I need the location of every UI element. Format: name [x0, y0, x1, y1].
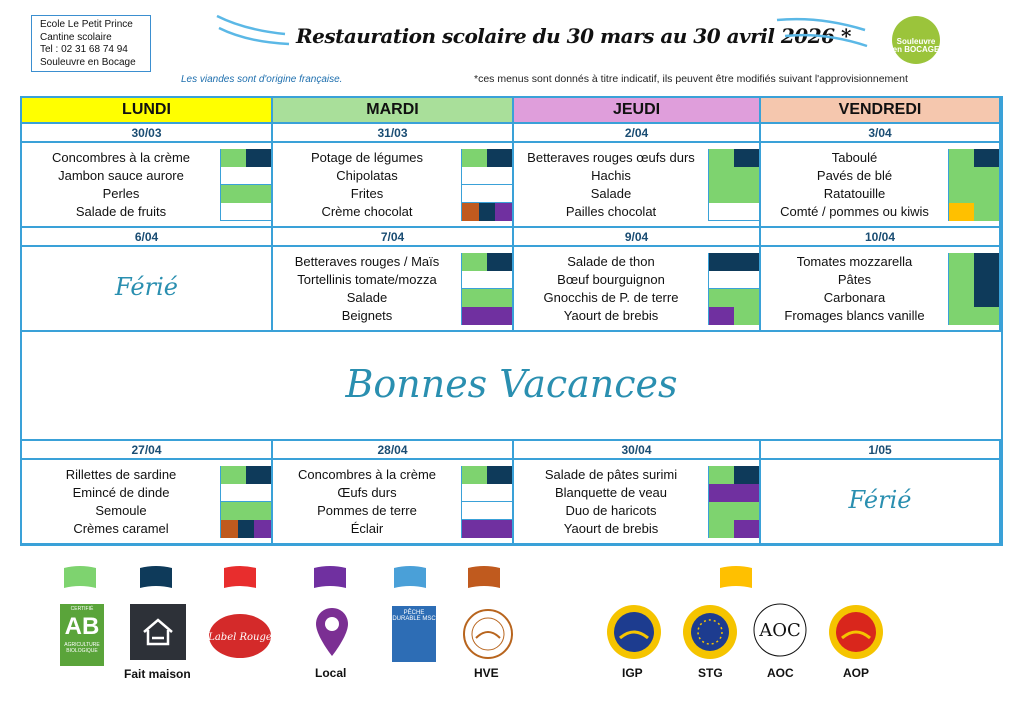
label-badges: [708, 203, 759, 221]
menu-item: Crème chocolat: [321, 204, 413, 219]
date-cell: 10/04: [761, 228, 1001, 247]
badge-local: [495, 203, 512, 221]
label-badges: [708, 502, 759, 520]
msc-logo-icon: PÊCHE DURABLE MSC: [392, 606, 436, 662]
menu-item: Pailles chocolat: [565, 204, 657, 219]
menu-item: Pâtes: [837, 272, 872, 287]
label-badges: [461, 502, 512, 520]
badge-bio: [709, 289, 759, 307]
label-badges: [708, 484, 759, 502]
menu-item: Salade de fruits: [75, 204, 167, 219]
fait-maison-icon: [130, 604, 186, 660]
menu-cell: [514, 143, 761, 228]
menu-cell: [22, 247, 273, 332]
menu-item: Tomates mozzarella: [796, 254, 913, 269]
badge-maison: [479, 203, 496, 221]
legend-label-aop: AOP: [843, 666, 870, 680]
date-cell: 27/04: [22, 441, 273, 460]
school-service: Cantine scolaire: [40, 31, 112, 43]
legend-flag-quality-signs: [718, 566, 754, 590]
date-cell: 1/05: [761, 441, 1001, 460]
badge-local: [709, 484, 759, 502]
menu-item: Tortellinis tomate/mozza: [297, 272, 437, 287]
badge-maison: [238, 520, 255, 538]
menu-item: Œufs durs: [337, 485, 397, 500]
label-badges: [461, 466, 512, 484]
badge-maison: [487, 253, 512, 271]
menu-item: Yaourt de brebis: [563, 308, 659, 323]
date-cell: 9/04: [514, 228, 761, 247]
label-badges: [461, 185, 512, 203]
badge-maison: [246, 466, 271, 484]
badge-maison: [487, 149, 512, 167]
menu-item: Ratatouille: [823, 186, 886, 201]
menu-item: Emincé de dinde: [72, 485, 170, 500]
menu-item: Chipolatas: [336, 168, 398, 183]
label-rouge-icon: [208, 612, 272, 660]
menu-item: Fromages blancs vanille: [784, 308, 925, 323]
menu-item: Betteraves rouges œufs durs: [527, 150, 695, 165]
badge-bio: [709, 466, 734, 484]
menu-cell: [273, 460, 514, 545]
page-title: Restauration scolaire du 30 mars au 30 avril 2026 *: [296, 24, 851, 48]
date-cell: 30/04: [514, 441, 761, 460]
stg-logo-icon: [682, 604, 738, 660]
label-rouge-text: Label Rouge: [208, 632, 272, 643]
label-badges: [948, 167, 999, 185]
legend-flag-local: [312, 566, 348, 590]
menu-cell: [761, 143, 1001, 228]
label-badges: [461, 253, 512, 271]
day-header-mardi: MARDI: [273, 98, 514, 124]
label-badges: [708, 167, 759, 185]
label-badges: [220, 185, 271, 203]
badge-bio: [974, 203, 999, 221]
badge-bio: [462, 149, 487, 167]
menu-item: Taboulé: [831, 150, 878, 165]
decorative-swoosh-left: [215, 12, 295, 52]
label-badges: [461, 203, 512, 221]
label-badges: [948, 271, 999, 289]
legend-label-igp: IGP: [622, 666, 643, 680]
label-badges: [461, 289, 512, 307]
badge-maison: [487, 466, 512, 484]
badge-bio: [462, 253, 487, 271]
label-badges: [220, 203, 271, 221]
label-badges: [461, 484, 512, 502]
menu-cell: [273, 247, 514, 332]
date-cell: 3/04: [761, 124, 1001, 143]
badge-bio: [709, 502, 759, 520]
badge-hve: [462, 203, 479, 221]
menu-item: Blanquette de veau: [554, 485, 668, 500]
day-header-vendredi: VENDREDI: [761, 98, 1001, 124]
badge-maison: [974, 149, 999, 167]
menu-item: Pavés de blé: [816, 168, 893, 183]
menu-cell: [22, 460, 273, 545]
menu-cell: [22, 143, 273, 228]
meat-origin-note: Les viandes sont d'origine française.: [181, 74, 343, 85]
label-badges: [461, 167, 512, 185]
label-badges: [948, 289, 999, 307]
ab-logo-bottom: AGRICULTURE BIOLOGIQUE: [64, 642, 100, 654]
badge-bio: [221, 466, 246, 484]
badge-maison: [974, 271, 999, 289]
badge-hve: [221, 520, 238, 538]
date-cell: 6/04: [22, 228, 273, 247]
badge-bio: [462, 466, 487, 484]
label-badges: [708, 253, 759, 271]
ab-logo-icon: [60, 604, 104, 666]
school-name: Ecole Le Petit Prince: [40, 19, 133, 30]
menu-item: Salade: [346, 290, 388, 305]
menu-cell: [273, 143, 514, 228]
hve-logo-icon: [462, 608, 514, 660]
label-badges: [948, 307, 999, 325]
label-badges: [948, 203, 999, 221]
date-cell: 30/03: [22, 124, 273, 143]
badge-bio: [949, 289, 974, 307]
menu-item: Gnocchis de P. de terre: [543, 290, 679, 305]
badge-maison: [734, 466, 759, 484]
igp-logo-icon: [606, 604, 662, 660]
label-badges: [948, 253, 999, 271]
decorative-swoosh-right: [775, 14, 870, 54]
label-badges: [461, 520, 512, 538]
badge-bio: [949, 307, 999, 325]
badge-bio: [221, 149, 246, 167]
badge-maison: [974, 289, 999, 307]
badge-local: [462, 520, 512, 538]
legend-label-hve: HVE: [474, 666, 499, 680]
menu-item: Perles: [102, 186, 140, 201]
legend-label-local: Local: [315, 666, 347, 680]
badge-local: [254, 520, 271, 538]
badge-igp: [949, 203, 974, 221]
menu-cell: [514, 247, 761, 332]
legend-flag-fait-maison: [138, 566, 174, 590]
menu-item: Salade: [590, 186, 632, 201]
badge-bio: [709, 149, 734, 167]
label-badges: [708, 466, 759, 484]
date-cell: 31/03: [273, 124, 514, 143]
label-badges: [948, 185, 999, 203]
legend-flag-hve: [466, 566, 502, 590]
menu-item: Concombres à la crème: [298, 467, 436, 482]
label-badges: [708, 271, 759, 289]
date-cell: 28/04: [273, 441, 514, 460]
menu-item: Pommes de terre: [317, 503, 417, 518]
legend-label-fait-maison: Fait maison: [124, 667, 191, 681]
date-cell: 2/04: [514, 124, 761, 143]
legend-flag-label-rouge: [222, 566, 258, 590]
label-badges: [708, 149, 759, 167]
day-header-lundi: LUNDI: [22, 98, 273, 124]
badge-bio: [709, 167, 759, 185]
menu-cell: [761, 247, 1001, 332]
menu-cell: [761, 460, 1001, 545]
legend-label-stg: STG: [698, 666, 723, 680]
menu-item: Frites: [350, 186, 384, 201]
menu-item: Éclair: [350, 521, 384, 536]
badge-bio: [221, 185, 271, 203]
badge-local: [462, 307, 512, 325]
label-badges: [220, 167, 271, 185]
badge-maison: [709, 253, 759, 271]
aoc-logo-icon: [752, 602, 808, 660]
date-cell: 7/04: [273, 228, 514, 247]
label-badges: [461, 307, 512, 325]
ferie-label: Férié: [115, 273, 178, 301]
badge-bio: [949, 167, 999, 185]
badge-bio: [949, 149, 974, 167]
label-badges: [708, 185, 759, 203]
menu-item: Crèmes caramel: [73, 521, 169, 536]
label-badges: [461, 271, 512, 289]
badge-bio: [462, 289, 512, 307]
badge-local: [734, 520, 759, 538]
label-badges: [461, 149, 512, 167]
legend-label-aoc: AOC: [767, 666, 794, 680]
menu-item: Hachis: [591, 168, 631, 183]
souleuvre-logo: Souleuvre en BOCAGE: [892, 16, 940, 64]
legend-flag-bio: [62, 566, 98, 590]
menu-item: Rillettes de sardine: [65, 467, 177, 482]
badge-maison: [734, 149, 759, 167]
menu-item: Jambon sauce aurore: [58, 168, 184, 183]
label-badges: [708, 289, 759, 307]
label-badges: [220, 502, 271, 520]
ferie-label: Férié: [848, 486, 912, 514]
vacances-row: [22, 332, 1001, 441]
badge-bio: [949, 185, 999, 203]
menu-item: Salade de thon: [567, 254, 655, 269]
label-badges: [708, 307, 759, 325]
school-town: Souleuvre en Bocage: [40, 56, 136, 68]
aoc-logo-text: AOC: [759, 620, 801, 641]
menu-item: Duo de haricots: [565, 503, 657, 518]
badge-local: [709, 307, 734, 325]
menu-table: [20, 96, 1003, 546]
label-badges: [220, 520, 271, 538]
menu-item: Yaourt de brebis: [563, 521, 659, 536]
badge-bio: [709, 185, 759, 203]
menu-cell: [514, 460, 761, 545]
aop-logo-icon: [828, 604, 884, 660]
label-badges: [220, 466, 271, 484]
ab-logo-top: CERTIFIÉ: [70, 606, 94, 612]
label-badges: [220, 149, 271, 167]
menu-item: Comté / pommes ou kiwis: [780, 204, 929, 219]
menu-item: Bœuf bourguignon: [557, 272, 665, 287]
menus-disclaimer: *ces menus sont donnés à titre indicatif, ils peuvent être modifiés suivant l'approvisionnement: [474, 73, 908, 85]
badge-bio: [949, 253, 974, 271]
label-badges: [708, 520, 759, 538]
menu-item: Salade de pâtes surimi: [544, 467, 678, 482]
local-pin-icon: [314, 606, 350, 660]
badge-bio: [709, 520, 734, 538]
menu-item: Semoule: [95, 503, 147, 518]
day-header-jeudi: JEUDI: [514, 98, 761, 124]
menu-item: Betteraves rouges / Maïs: [294, 254, 440, 269]
badge-bio: [949, 271, 974, 289]
school-phone: Tel : 02 31 68 74 94: [40, 44, 128, 55]
legend-flag-msc: [392, 566, 428, 590]
label-badges: [220, 484, 271, 502]
ab-logo-text: AB: [64, 613, 100, 640]
badge-bio: [734, 307, 759, 325]
school-info-box: [31, 15, 151, 72]
badge-maison: [246, 149, 271, 167]
menu-item: Concombres à la crème: [52, 150, 190, 165]
menu-item: Carbonara: [823, 290, 886, 305]
badge-bio: [221, 502, 271, 520]
label-badges: [948, 149, 999, 167]
menu-item: Potage de légumes: [310, 150, 424, 165]
badge-maison: [974, 253, 999, 271]
bonnes-vacances-banner: Bonnes Vacances: [345, 362, 678, 406]
menu-item: Beignets: [341, 308, 393, 323]
